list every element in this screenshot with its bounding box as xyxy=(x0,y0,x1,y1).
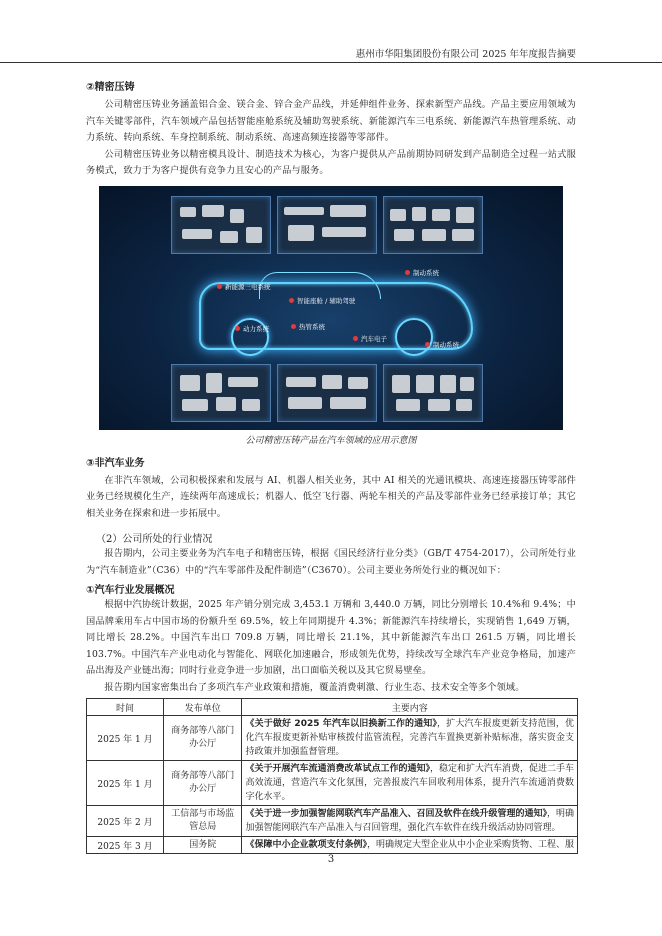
parts-panel xyxy=(171,364,271,422)
table-row xyxy=(87,716,578,761)
document-body xyxy=(86,78,576,854)
policy-body: ，稳定和扩大汽车消费，促进二手车高效流通，营造汽车文化氛围，完善报废汽车回收利用体系，提升汽车流通消费数字化水平。 xyxy=(245,764,574,802)
policy-title: 《保障中小企业款项支付条例》 xyxy=(245,840,367,850)
cell-time: 2025 年 3 月 xyxy=(87,837,164,854)
cell-content xyxy=(242,837,578,854)
parts-panel xyxy=(277,196,377,254)
label-thermal-system: 热管系统 xyxy=(291,322,325,331)
paragraph: 根据中汽协统计数据，2025 年产销分别完成 3,453.1 万辆和 3,440.0 万辆，同比分别增长 10.4%和 9.4%；中国品牌乘用车占中国市场的份额升至 69.5%，较上年同期提升 4.3%；新能源汽车持续增长，实现销售 1,649 万辆，同比增长 28.2%。中国汽车出口 709.8 万辆，同比增长 21.1%，其中新能源汽车出口 261.5 万辆，同比增长 103.7%。中国汽车产业电动化与智能化、网联化加速融合，形成领先优势，持续改写全球汽车产业竞争格局，加速产品出海及产业链出海；同时行业竞争进一步加剧，出口面临关税以及其它贸易壁垒。 xyxy=(86,599,576,676)
header-title: 惠州市华阳集团股份有限公司 2025 年年度报告摘要 xyxy=(355,49,576,60)
table-row xyxy=(87,806,578,837)
parts-panel xyxy=(383,196,483,254)
cell-unit: 工信部与市场监管总局 xyxy=(164,806,242,837)
section-heading-non-auto: ③非汽车业务 xyxy=(86,457,145,469)
paragraph: 公司精密压铸业务涵盖铝合金、镁合金、锌合金产品线，并延伸组件业务、探索新型产品线。产品主要应用领域为汽车关键零部件，汽车领域产品包括智能座舱系统及辅助驾驶系统、新能源汽车三电系统、新能源汽车热管理系统、动力系统、转向系统、车身控制系统、制动系统、高速高频连接器等零部件。 xyxy=(86,99,576,143)
application-diagram-image xyxy=(99,186,563,430)
label-auto-electronics: 汽车电子 xyxy=(353,334,387,343)
rear-wheel xyxy=(395,318,433,356)
column-header: 发布单位 xyxy=(164,699,242,716)
parts-panel xyxy=(171,196,271,254)
paragraph: 报告期内，公司主要业务为汽车电子和精密压铸，根据《国民经济行业分类》（GB/T 4754-2017），公司所处行业为“汽车制造业”（C36）中的“汽车零部件及配件制造”（C3670）。公司主要业务所处行业的概况如下： xyxy=(86,548,576,576)
page-header xyxy=(0,46,662,63)
parts-panel xyxy=(383,364,483,422)
policy-title: 《关于开展汽车流通消费改革试点工作的通知》 xyxy=(245,764,430,774)
paragraph: 在非汽车领域，公司积极探索和发展与 AI、机器人相关业务，其中 AI 相关的光通讯模块、高速连接器压铸零部件业务已经规模化生产，连续两年高速成长；机器人、低空飞行器、两轮车相关的产品及零部件业务已经承接订单；其它相关业务在探索和进一步拓展中。 xyxy=(86,474,576,519)
table-header-row xyxy=(87,699,578,716)
parts-panel xyxy=(277,364,377,422)
label-brake-system: 制动系统 xyxy=(405,268,439,277)
paragraph: 报告期内国家密集出台了多项汽车产业政策和措施，覆盖消费刺激、行业生态、技术安全等多个领域。 xyxy=(104,681,525,693)
cell-content xyxy=(242,806,578,837)
cell-unit: 商务部等八部门办公厅 xyxy=(164,716,242,761)
paragraph: 公司精密压铸业务以精密模具设计、制造技术为核心，为客户提供从产品前期协同研发到产品制造全过程一站式服务模式，致力于为客户提供有竞争力且安心的产品与服务。 xyxy=(86,148,576,176)
section-heading-precision-casting: ②精密压铸 xyxy=(86,82,135,93)
cell-time: 2025 年 2 月 xyxy=(87,806,164,837)
policy-table xyxy=(86,698,578,854)
table-row xyxy=(87,761,578,806)
label-brake-system-2: 制动系统 xyxy=(425,340,459,349)
label-power-system: 动力系统 xyxy=(235,324,269,333)
column-header: 主要内容 xyxy=(242,699,578,716)
label-smart-cockpit: 智能座舱 / 辅助驾驶 xyxy=(289,296,355,305)
policy-title: 《关于做好 2025 年汽车以旧换新工作的通知》 xyxy=(245,719,438,729)
cell-time: 2025 年 1 月 xyxy=(87,716,164,761)
figure-caption: 公司精密压铸产品在汽车领域的应用示意图 xyxy=(245,435,417,446)
section-heading-industry: （2）公司所处的行业情况 xyxy=(96,534,213,545)
cell-content xyxy=(242,761,578,806)
label-ev-powertrain: 新能源三电系统 xyxy=(217,282,271,291)
cell-time: 2025 年 1 月 xyxy=(87,761,164,806)
policy-body: ，扩大汽车报废更新支持范围，优化汽车报废更新补贴审核拨付监管流程，完善汽车置换更新补贴标准，落实资金支持政策并加强监督管理。 xyxy=(245,719,574,757)
section-heading-auto-industry: ①汽车行业发展概况 xyxy=(86,585,175,596)
column-header: 时间 xyxy=(87,699,164,716)
table-row xyxy=(87,837,578,854)
policy-title: 《关于进一步加强智能网联汽车产品准入、召回及软件在线升级管理的通知》 xyxy=(245,809,547,819)
policy-body: ，明确规定大型企业从中小企业采购货物、工程、服 xyxy=(366,840,574,850)
page-number: 3 xyxy=(327,854,335,865)
policy-body: ，明确加强智能网联汽车产品准入与召回管理，强化汽车软件在线升级活动协同管理。 xyxy=(245,809,574,833)
cell-unit: 商务部等八部门办公厅 xyxy=(164,761,242,806)
cell-unit: 国务院 xyxy=(164,837,242,854)
cell-content xyxy=(242,716,578,761)
